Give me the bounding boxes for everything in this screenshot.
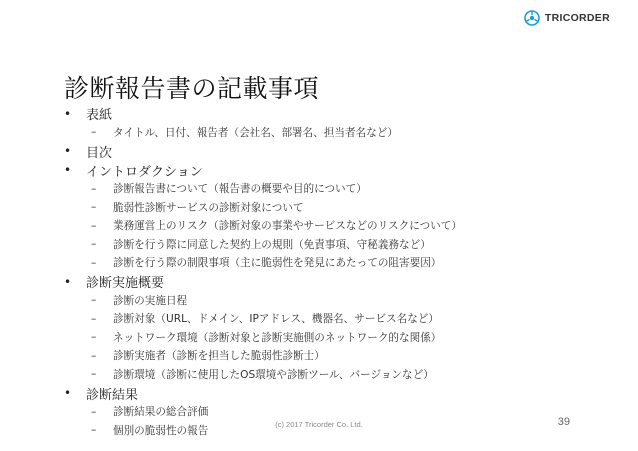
section bbox=[64, 142, 604, 161]
bullet-label: 診断実施概要 bbox=[86, 276, 165, 291]
bullet-icon: • bbox=[64, 163, 72, 177]
sub-list bbox=[64, 291, 604, 384]
dash-icon: – bbox=[91, 405, 97, 418]
section bbox=[64, 384, 604, 440]
sub-list bbox=[64, 180, 604, 273]
bullet-item bbox=[64, 384, 604, 403]
sub-item bbox=[64, 123, 604, 142]
slide-title: 診断報告書の記載事項 bbox=[64, 73, 320, 103]
bullet-item bbox=[64, 272, 604, 291]
sub-item-text: タイトル、日付、報告者（会社名、部署名、担当者名など） bbox=[113, 126, 398, 139]
tricorder-logo-icon bbox=[524, 10, 540, 26]
sub-item bbox=[64, 235, 604, 254]
dash-icon: – bbox=[91, 238, 97, 251]
footer-copyright: (c) 2017 Tricorder Co. Ltd. bbox=[275, 420, 363, 429]
sub-item bbox=[64, 291, 604, 310]
bullet-label: 目次 bbox=[86, 145, 113, 161]
section bbox=[64, 272, 604, 384]
dash-icon: – bbox=[91, 256, 97, 269]
bullet-label: イントロダクション bbox=[86, 164, 203, 180]
dash-icon: – bbox=[91, 349, 97, 362]
bullet-icon: • bbox=[64, 106, 72, 121]
dash-icon: – bbox=[91, 424, 97, 437]
sub-item-text: 診断環境（診断に使用したOS環境や診断ツール、バージョンなど） bbox=[113, 368, 434, 381]
bullet-label: 診断結果 bbox=[86, 387, 139, 403]
bullet-label: 表紙 bbox=[86, 108, 113, 123]
sub-item bbox=[64, 365, 604, 384]
sub-item-text: 診断を行う際の制限事項（主に脆弱性を発見にあたっての阻害要因） bbox=[113, 257, 442, 270]
dash-icon: – bbox=[91, 219, 97, 232]
slide-content bbox=[64, 104, 604, 440]
brand-logo bbox=[524, 10, 610, 26]
bullet-icon: • bbox=[64, 386, 72, 400]
dash-icon: – bbox=[91, 294, 97, 307]
sub-item-text: 診断結果の総合評価 bbox=[113, 406, 209, 419]
sub-item bbox=[64, 328, 604, 347]
sub-item bbox=[64, 180, 604, 199]
sub-item-text: ネットワーク環境（診断対象と診断実施側のネットワーク的な関係） bbox=[113, 331, 442, 344]
sub-item bbox=[64, 254, 604, 273]
sub-list bbox=[64, 123, 604, 142]
sub-item bbox=[64, 310, 604, 329]
sub-item-text: 診断報告書について（報告書の概要や目的について） bbox=[113, 183, 367, 196]
sub-item bbox=[64, 217, 604, 236]
bullet-icon: • bbox=[64, 144, 72, 158]
bullet-item bbox=[64, 142, 604, 161]
bullet-item bbox=[64, 104, 604, 123]
sub-item-text: 脆弱性診断サービスの診断対象について bbox=[113, 201, 304, 214]
sub-item-text: 診断を行う際に同意した契約上の規則（免責事項、守秘義務など） bbox=[113, 238, 431, 251]
sub-item-text: 業務運営上のリスク（診断対象の事業やサービスなどのリスクについて） bbox=[113, 220, 462, 233]
dash-icon: – bbox=[91, 331, 97, 344]
section bbox=[64, 104, 604, 142]
dash-icon: – bbox=[91, 182, 97, 195]
sub-item bbox=[64, 347, 604, 366]
sub-item-text: 診断実施者（診断を担当した脆弱性診断士） bbox=[113, 350, 325, 363]
sub-item-text: 診断の実施日程 bbox=[113, 294, 188, 307]
dash-icon: – bbox=[91, 201, 97, 214]
sub-item-text: 診断対象（URL、ドメイン、IPアドレス、機器名、サービス名など） bbox=[113, 313, 439, 326]
dash-icon: – bbox=[91, 126, 97, 139]
sub-item-text: 個別の脆弱性の報告 bbox=[113, 424, 209, 437]
dash-icon: – bbox=[91, 312, 97, 325]
bullet-icon: • bbox=[64, 274, 72, 289]
page-number: 39 bbox=[557, 416, 570, 428]
brand-name: TRICORDER bbox=[544, 12, 610, 24]
dash-icon: – bbox=[91, 368, 97, 381]
sub-item bbox=[64, 198, 604, 217]
bullet-item bbox=[64, 161, 604, 180]
section bbox=[64, 161, 604, 273]
sub-item bbox=[64, 403, 604, 422]
